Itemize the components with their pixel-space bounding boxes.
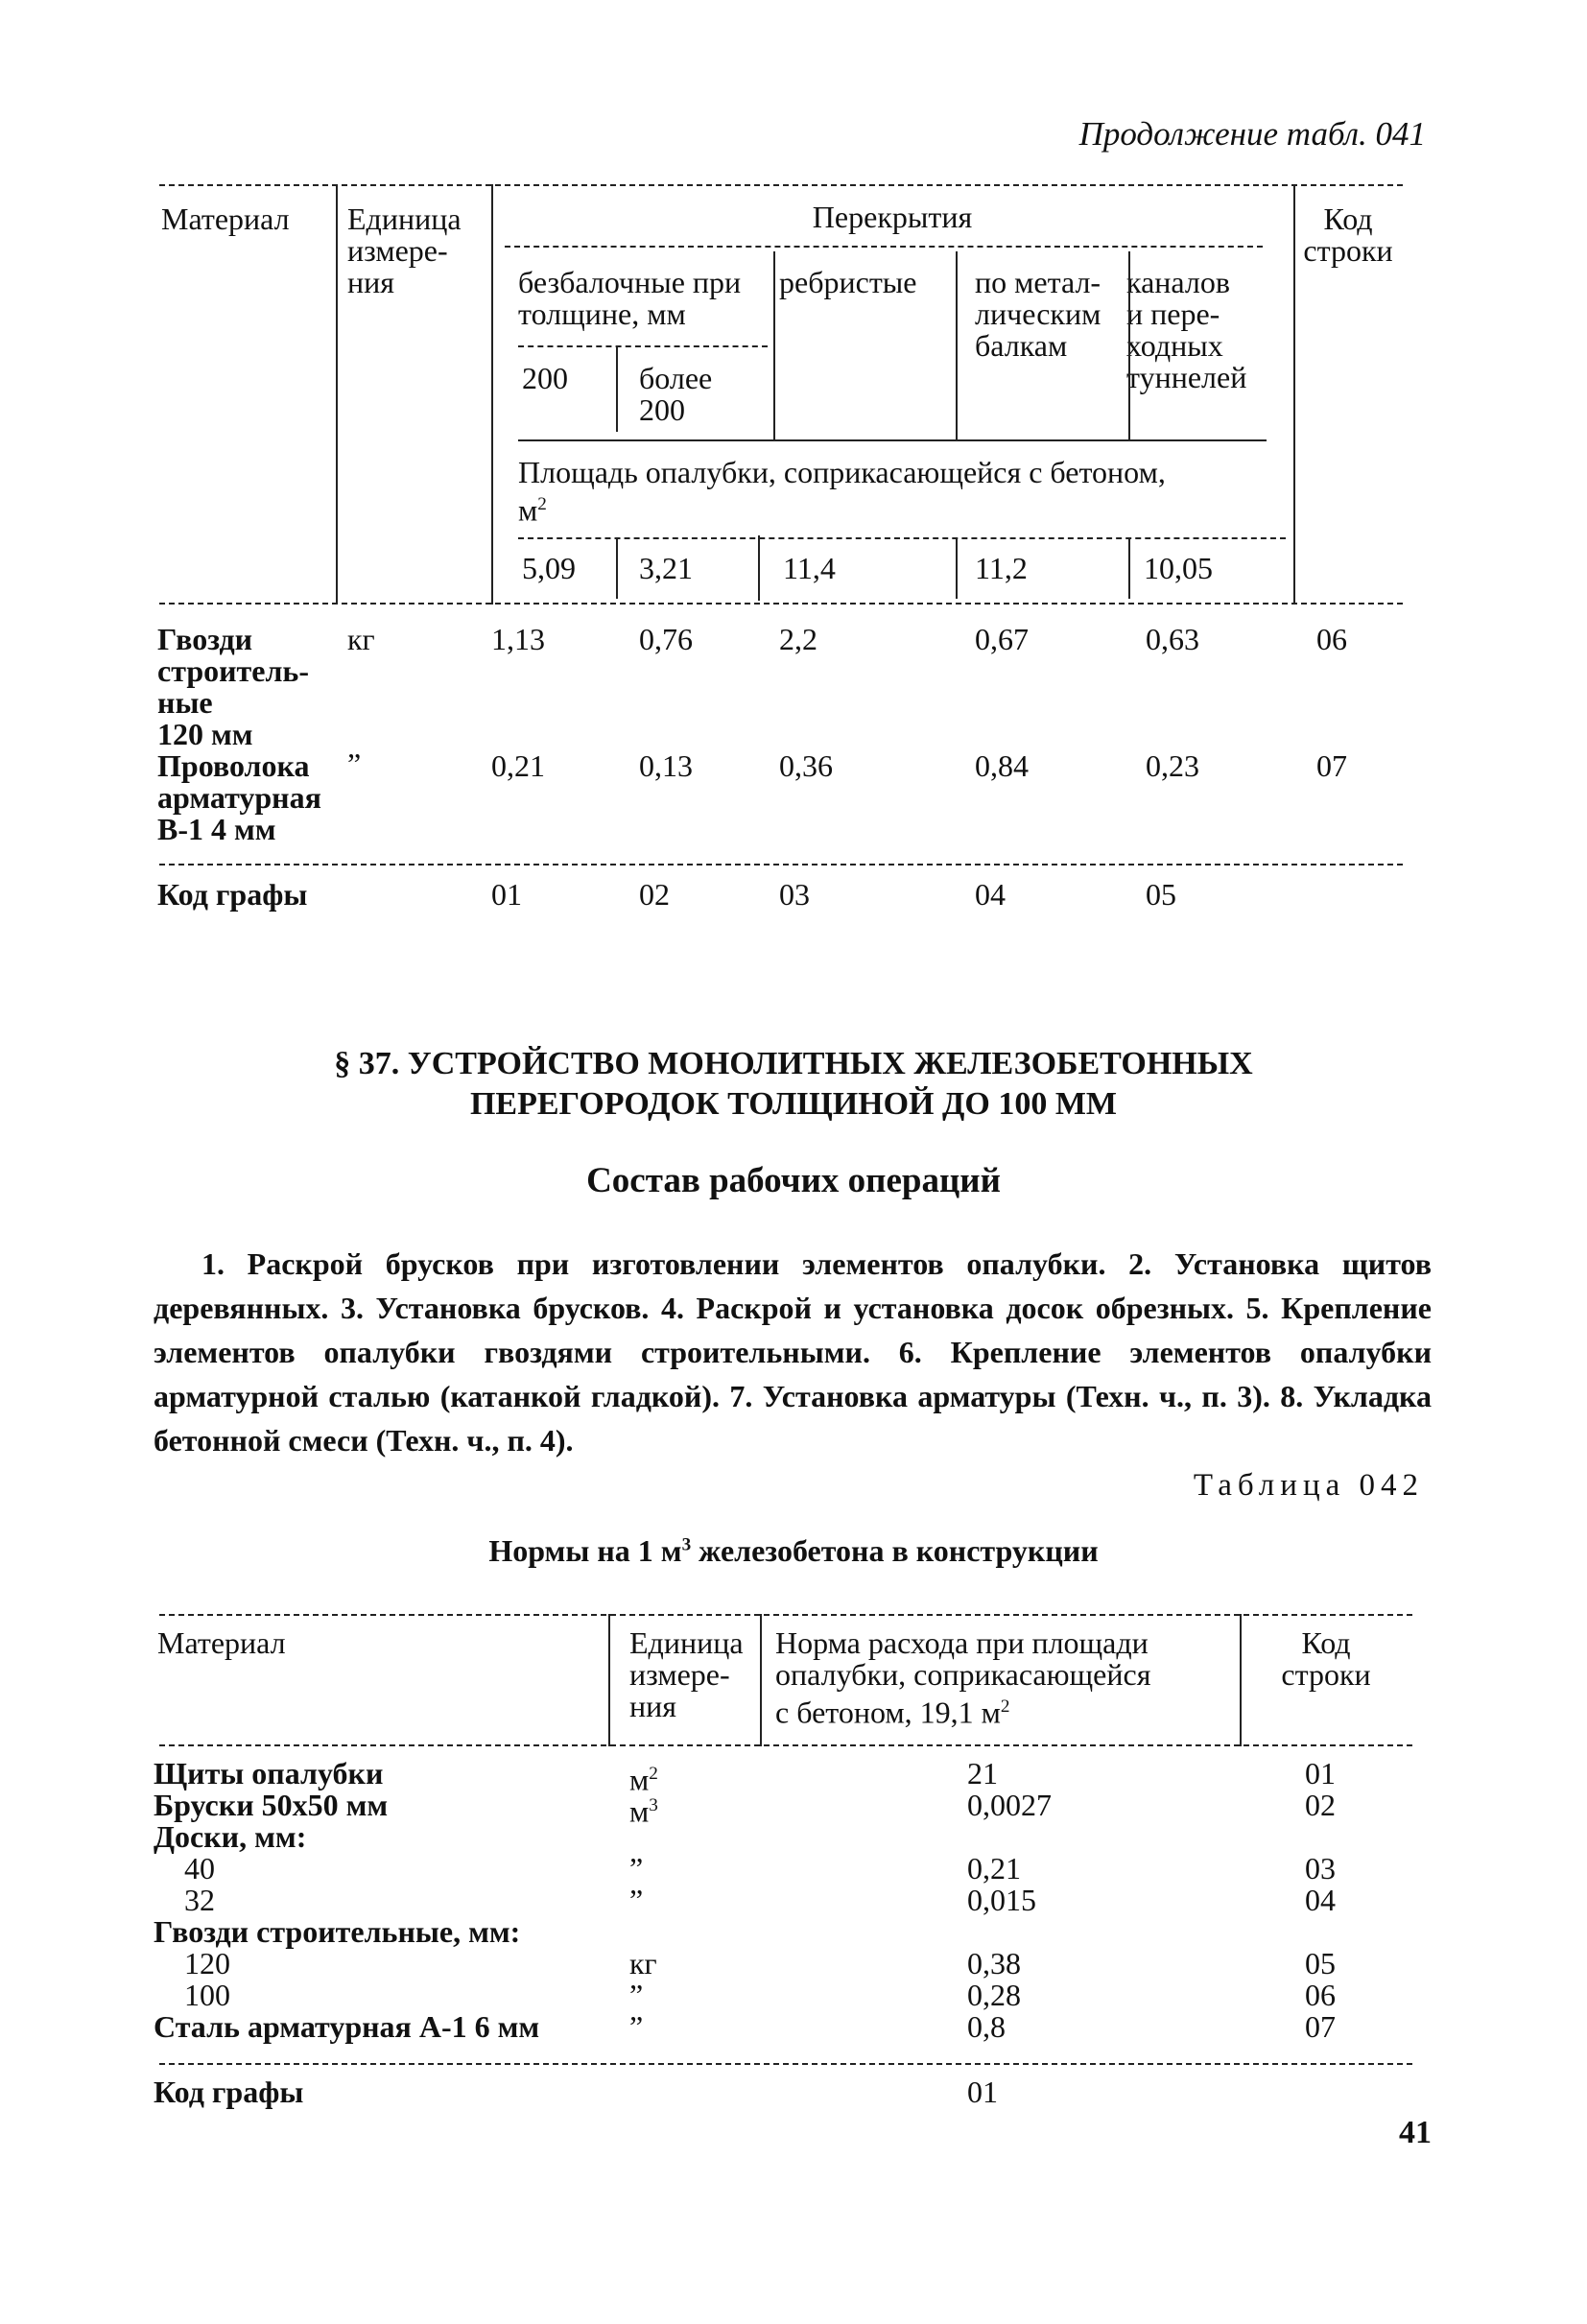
t1-row-1-v4: 0,23 <box>1146 748 1199 783</box>
table-row: Щиты опалубки <box>154 1756 384 1790</box>
t2-row-3-code: 03 <box>1305 1851 1336 1885</box>
page-number: 41 <box>1399 2115 1432 2150</box>
t1-head-channels: каналов и пере- ходных туннелей <box>1126 265 1247 394</box>
t2-row-6-code: 05 <box>1305 1946 1336 1980</box>
t1-area-3: 11,2 <box>975 551 1028 585</box>
t2-row-1-unit: $м^3$ <box>629 1793 658 1829</box>
t1-head-unit: Единица измере- ния <box>347 202 462 299</box>
section-title-line-1: § 37. УСТРОЙСТВО МОНОЛИТНЫХ ЖЕЛЕЗОБЕТОННЫХ <box>334 1046 1253 1081</box>
t1-row-0-v2: 2,2 <box>779 622 817 656</box>
table-row: 100 <box>154 1978 230 2012</box>
t1-head-metal: по метал- лическим балкам <box>975 265 1101 363</box>
t1-row-0-v1: 0,76 <box>639 622 693 656</box>
t1-graph-04: 04 <box>975 877 1006 912</box>
t2-row-1-value: 0,0027 <box>967 1788 1052 1822</box>
t1-row-0-v4: 0,63 <box>1146 622 1199 656</box>
t1-head-overlaps: Перекрытия <box>812 200 973 234</box>
t1-head-more-200: более 200 <box>639 361 713 427</box>
t1-row-1-unit: ” <box>347 747 362 781</box>
t2-row-1-code: 02 <box>1305 1788 1336 1822</box>
t2-row-0-value: 21 <box>967 1756 998 1790</box>
t1-row-0-code: 06 <box>1316 622 1347 656</box>
t1-row-1-code: 07 <box>1316 748 1347 783</box>
t2-row-8-unit: ” <box>629 2009 644 2044</box>
table-row: 120 <box>154 1946 230 1980</box>
table-row: Доски, мм: <box>154 1819 307 1854</box>
t1-graph-label: Код графы <box>157 877 308 912</box>
t2-row-4-unit: ” <box>629 1883 644 1917</box>
t1-graph-05: 05 <box>1146 877 1176 912</box>
section-title-line-2: ПЕРЕГОРОДОК ТОЛЩИНОЙ ДО 100 ММ <box>469 1086 1118 1122</box>
continuation-label: Продолжение табл. 041 <box>1078 115 1426 153</box>
t1-row-1-material: Проволока арматурная В-1 4 мм <box>157 748 321 846</box>
t2-row-6-unit: кг <box>629 1946 657 1980</box>
table-row: Гвозди строительные, мм: <box>154 1914 521 1949</box>
t1-area-0: 5,09 <box>522 551 576 585</box>
t2-row-0-code: 01 <box>1305 1756 1336 1790</box>
t1-row-1-v3: 0,84 <box>975 748 1029 783</box>
t2-row-8-code: 07 <box>1305 2009 1336 2044</box>
t1-area-label: Площадь опалубки, соприкасающейся с бетоном, $м^2$ <box>518 455 1166 528</box>
t1-row-1-v0: 0,21 <box>491 748 545 783</box>
t1-head-material: Материал <box>161 202 290 236</box>
t2-graph-01: 01 <box>967 2075 998 2109</box>
t1-row-0-v3: 0,67 <box>975 622 1029 656</box>
t1-area-4: 10,05 <box>1144 551 1213 585</box>
t2-graph-label: Код графы <box>154 2075 304 2109</box>
t2-row-7-code: 06 <box>1305 1978 1336 2012</box>
t2-row-4-value: 0,015 <box>967 1883 1036 1917</box>
table-row: Бруски 50х50 мм <box>154 1788 389 1822</box>
t2-head-material: Материал <box>157 1625 286 1660</box>
t2-row-8-value: 0,8 <box>967 2009 1006 2044</box>
t1-row-0-v0: 1,13 <box>491 622 545 656</box>
t1-head-beamless: безбалочные при толщине, мм <box>518 265 742 331</box>
t1-row-1-v1: 0,13 <box>639 748 693 783</box>
norms-title: Нормы на 1 $м^3$ железобетона в конструкции <box>488 1533 1099 1568</box>
t2-row-6-value: 0,38 <box>967 1946 1021 1980</box>
t2-row-4-code: 04 <box>1305 1883 1336 1917</box>
t1-area-1: 3,21 <box>639 551 693 585</box>
t2-row-7-value: 0,28 <box>967 1978 1021 2012</box>
table-row: 40 <box>154 1851 215 1885</box>
t2-row-3-value: 0,21 <box>967 1851 1021 1885</box>
t2-head-code-row: Код строки <box>1281 1625 1371 1692</box>
table-row: 32 <box>154 1883 215 1917</box>
t1-row-1-v2: 0,36 <box>779 748 833 783</box>
t1-row-0-material: Гвозди строитель- ные 120 мм <box>157 622 309 751</box>
t2-head-norm: Норма расхода при площади опалубки, соприкасающейся с бетоном, 19,1 $м^2$ <box>775 1625 1151 1730</box>
table-label: Таблица 042 <box>1193 1468 1424 1503</box>
t1-graph-01: 01 <box>491 877 522 912</box>
t1-graph-03: 03 <box>779 877 810 912</box>
table-row: Сталь арматурная А-1 6 мм <box>154 2009 540 2044</box>
operations-title: Состав рабочих операций <box>586 1161 1001 1200</box>
operations-text: 1. Раскрой брусков при изготовлении элементов опалубки. 2. Установка щитов деревянных. 3. Установка брусков. 4. Раскрой и установка досок обрезных. 5. Крепление элементов опалубки гвоздями строительными. 6. Крепление элементов опалубки арматурной сталью (катанкой гладкой). 7. Установка арматуры (Техн. ч., п. 3). 8. Укладка бетонной смеси (Техн. ч., п. 4). <box>154 1246 1432 1458</box>
t1-head-code-row: Код строки <box>1303 202 1393 268</box>
t2-row-7-unit: ” <box>629 1978 644 2012</box>
t1-head-200: 200 <box>522 361 568 395</box>
t2-row-0-unit: $м^2$ <box>629 1762 658 1797</box>
t1-row-0-unit: кг <box>347 622 375 656</box>
t1-area-2: 11,4 <box>783 551 836 585</box>
t1-graph-02: 02 <box>639 877 670 912</box>
t2-row-3-unit: ” <box>629 1851 644 1885</box>
t2-head-unit: Единица измере- ния <box>629 1625 744 1723</box>
t1-head-ribbed: ребристые <box>779 265 917 299</box>
